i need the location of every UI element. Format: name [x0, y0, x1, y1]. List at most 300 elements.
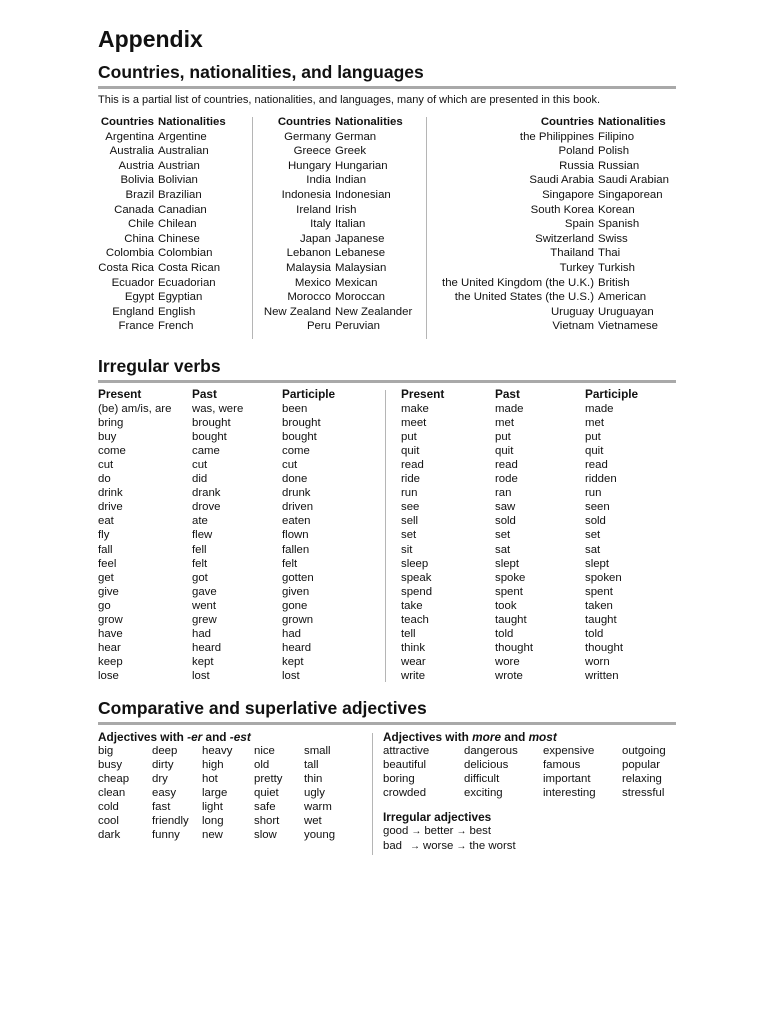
country-name: Italy	[310, 218, 331, 231]
verb-present: wear	[401, 655, 426, 668]
nationality-name: Costa Rican	[158, 261, 221, 274]
verb-past: sold	[495, 515, 516, 528]
verb-participle: set	[585, 529, 601, 542]
country-row	[255, 188, 425, 203]
verb-row	[98, 444, 382, 458]
verb-past: spent	[495, 585, 523, 598]
er-adjective-column	[254, 744, 304, 842]
adjective-word: thin	[304, 773, 323, 786]
verb-present: fall	[98, 543, 113, 556]
verb-present: cut	[98, 459, 114, 472]
country-row	[98, 144, 230, 159]
verb-row	[401, 627, 685, 641]
adjective-word: pretty	[254, 773, 283, 786]
verb-present: bring	[98, 417, 124, 430]
nationality-name: Lebanese	[335, 247, 386, 260]
verb-past: got	[192, 571, 208, 584]
verb-participle: met	[585, 417, 604, 430]
country-name: Indonesia	[281, 188, 331, 201]
arrow-icon: →	[456, 841, 467, 853]
country-name: Austria	[118, 159, 154, 172]
country-name: South Korea	[530, 203, 594, 216]
verb-past: ran	[495, 487, 512, 500]
irregular-superlative: the worst	[469, 840, 516, 853]
country-name: India	[306, 174, 331, 187]
nationality-name: Bolivian	[158, 174, 198, 187]
adjective-word: large	[202, 787, 228, 800]
nationalities-column-header: Nationalities	[158, 116, 226, 128]
verbs-table-left	[98, 387, 382, 683]
adjective-word: exciting	[464, 787, 503, 800]
nationality-name: German	[335, 130, 377, 143]
verb-participle: grown	[282, 613, 314, 626]
arrow-icon: →	[456, 826, 467, 838]
verb-row	[401, 557, 685, 571]
verb-past: came	[192, 445, 220, 458]
adjective-word: popular	[622, 759, 660, 772]
country-name: Lebanon	[286, 247, 331, 260]
adjective-word: long	[202, 815, 224, 828]
country-row	[255, 305, 425, 320]
verb-row	[401, 641, 685, 655]
verb-row	[401, 599, 685, 613]
er-adjectives	[98, 730, 368, 842]
country-name: China	[124, 232, 154, 245]
verb-present: write	[401, 669, 426, 682]
verb-past: flew	[192, 529, 213, 542]
country-name: New Zealand	[263, 305, 331, 318]
country-name: Egypt	[124, 291, 154, 304]
verb-participle: eaten	[282, 515, 311, 528]
verb-participle: sold	[585, 515, 606, 528]
verb-participle: sat	[585, 543, 601, 556]
country-name: Switzerland	[535, 232, 594, 245]
more-adjective-column	[383, 744, 464, 800]
country-row	[255, 246, 425, 261]
verb-past: spoke	[495, 571, 526, 584]
nationality-name: English	[158, 305, 196, 318]
country-name: Argentina	[105, 130, 154, 143]
verb-participle: quit	[585, 445, 604, 458]
countries-header-row	[428, 115, 678, 130]
verb-present: take	[401, 599, 423, 612]
irregular-comparative: better	[424, 825, 454, 838]
country-name: Japan	[299, 232, 331, 245]
verb-participle: ridden	[585, 473, 617, 486]
verb-past: slept	[495, 557, 520, 570]
adjective-word: nice	[254, 745, 275, 758]
verb-participle: lost	[282, 669, 300, 682]
country-name: the United States (the U.S.)	[454, 291, 594, 304]
adjective-word: important	[543, 773, 591, 786]
verb-participle: gotten	[282, 571, 314, 584]
verb-row	[98, 599, 382, 613]
countries-column-header: Countries	[100, 116, 154, 128]
verb-present: go	[98, 599, 111, 612]
country-row	[98, 305, 230, 320]
country-row	[98, 319, 230, 334]
adjective-word: stressful	[622, 787, 665, 800]
verb-present: (be) am/is, are	[98, 403, 172, 416]
countries-rule	[98, 86, 676, 89]
adjective-word: warm	[304, 801, 332, 814]
country-row	[98, 217, 230, 232]
country-row	[98, 246, 230, 261]
adjective-word: tall	[304, 759, 319, 772]
country-row	[428, 159, 678, 174]
verb-row	[98, 416, 382, 430]
nationalities-column-header: Nationalities	[335, 116, 403, 128]
nationality-name: Irish	[335, 203, 357, 216]
verb-participle: run	[585, 487, 602, 500]
verb-present: fly	[98, 529, 110, 542]
country-row	[428, 130, 678, 145]
verb-present: give	[98, 585, 119, 598]
more-adjective-column	[543, 744, 622, 800]
nationality-name: Indian	[335, 174, 367, 187]
nationality-name: Swiss	[598, 232, 628, 245]
adjective-word: ugly	[304, 787, 325, 800]
countries-intro: This is a partial list of countries, nationalities, and languages, many of which are presented in this book.	[98, 94, 600, 106]
verb-row	[401, 669, 685, 683]
countries-table-3	[428, 115, 678, 334]
countries-table-1	[98, 115, 230, 334]
nationality-name: Japanese	[335, 232, 385, 245]
verb-past: told	[495, 627, 514, 640]
verb-participle: put	[585, 431, 601, 444]
verb-present: make	[401, 403, 429, 416]
nationality-name: Canadian	[158, 203, 207, 216]
nationality-name: Thai	[598, 247, 621, 260]
adjective-word: delicious	[464, 759, 509, 772]
adjective-word: clean	[98, 787, 126, 800]
adjective-word: hot	[202, 773, 218, 786]
countries-heading: Countries, nationalities, and languages	[98, 62, 424, 82]
nationality-name: Peruvian	[335, 320, 380, 333]
verbs-divider	[385, 390, 386, 682]
nationality-name: Indonesian	[335, 188, 391, 201]
country-row	[428, 188, 678, 203]
country-row	[428, 276, 678, 291]
verb-present: come	[98, 445, 126, 458]
verb-participle: drunk	[282, 487, 311, 500]
verb-row	[98, 585, 382, 599]
verb-participle: read	[585, 459, 608, 472]
adjective-word: small	[304, 745, 331, 758]
verbs-column-header: Past	[495, 387, 520, 401]
nationalities-column-header: Nationalities	[598, 116, 666, 128]
country-name: England	[112, 305, 154, 318]
verb-row	[98, 669, 382, 683]
adjective-word: light	[202, 801, 223, 814]
verb-row	[98, 472, 382, 486]
country-name: Morocco	[287, 291, 331, 304]
verb-past: heard	[192, 641, 222, 654]
arrow-icon: →	[410, 841, 420, 853]
verb-past: read	[495, 459, 518, 472]
verb-participle: gone	[282, 599, 308, 612]
verb-past: went	[192, 599, 217, 612]
verbs-table-right	[401, 387, 685, 683]
page-title: Appendix	[98, 26, 203, 52]
adjective-word: dangerous	[464, 745, 518, 758]
verb-present: read	[401, 459, 424, 472]
adjective-word: crowded	[383, 787, 427, 800]
nationality-name: Australian	[158, 145, 209, 158]
nationality-name: French	[158, 320, 194, 333]
adjective-word: interesting	[543, 787, 596, 800]
verb-present: have	[98, 627, 123, 640]
verb-past: grew	[192, 613, 217, 626]
country-row	[98, 203, 230, 218]
country-name: Russia	[559, 159, 594, 172]
adjective-word: deep	[152, 745, 178, 758]
country-name: Ireland	[296, 203, 331, 216]
nationality-name: Turkish	[598, 261, 635, 274]
verb-row	[98, 655, 382, 669]
nationality-name: Chinese	[158, 232, 200, 245]
verb-row	[98, 543, 382, 557]
verb-participle: felt	[282, 557, 298, 570]
verb-past: cut	[192, 459, 208, 472]
verb-row	[401, 613, 685, 627]
verbs-column-header: Present	[401, 387, 445, 401]
verb-participle: worn	[585, 655, 610, 668]
verb-present: do	[98, 473, 111, 486]
country-name: France	[118, 320, 154, 333]
adjective-word: easy	[152, 787, 177, 800]
country-row	[98, 173, 230, 188]
nationality-name: Spanish	[598, 218, 640, 231]
verb-past: ate	[192, 515, 208, 528]
verb-row	[401, 500, 685, 514]
countries-header-row	[98, 115, 230, 130]
verb-participle: flown	[282, 529, 309, 542]
adjective-word: dry	[152, 773, 168, 786]
verb-present: quit	[401, 445, 420, 458]
countries-header-row	[255, 115, 425, 130]
adjective-word: difficult	[464, 773, 500, 786]
verbs-column-header: Past	[192, 387, 217, 401]
nationality-name: Polish	[598, 145, 630, 158]
more-adjectives	[383, 730, 683, 854]
verb-past: met	[495, 417, 514, 430]
more-adjective-column	[464, 744, 543, 800]
verb-past: drank	[192, 487, 221, 500]
adjective-word: expensive	[543, 745, 595, 758]
verb-row	[98, 514, 382, 528]
country-name: Saudi Arabia	[529, 174, 594, 187]
verb-present: spend	[401, 585, 433, 598]
adjective-word: slow	[254, 829, 277, 842]
verb-row	[98, 571, 382, 585]
verb-past: saw	[495, 501, 516, 514]
adjective-word: dark	[98, 829, 121, 842]
country-name: Peru	[306, 320, 331, 333]
verb-present: think	[401, 641, 426, 654]
verb-present: tell	[401, 627, 416, 640]
adjective-word: big	[98, 745, 114, 758]
country-name: Bolivia	[120, 174, 154, 187]
verb-present: speak	[401, 571, 432, 584]
country-name: Mexico	[294, 276, 331, 289]
er-adjective-column	[202, 744, 254, 842]
country-name: Greece	[293, 145, 331, 158]
verb-row	[401, 458, 685, 472]
verb-row	[98, 641, 382, 655]
verb-present: get	[98, 571, 114, 584]
adjective-word: young	[304, 829, 336, 842]
adjective-word: new	[202, 829, 223, 842]
country-row	[428, 203, 678, 218]
verb-participle: thought	[585, 641, 624, 654]
verbs-header-row	[401, 387, 685, 401]
verb-past: set	[495, 529, 511, 542]
verb-row	[401, 514, 685, 528]
verb-participle: taught	[585, 613, 617, 626]
countries-divider-2	[426, 117, 427, 339]
irregular-adjective-row	[383, 839, 683, 854]
nationality-name: Hungarian	[335, 159, 388, 172]
country-name: Colombia	[105, 247, 154, 260]
adjective-word: funny	[152, 829, 180, 842]
verb-present: sleep	[401, 557, 429, 570]
verb-row	[401, 571, 685, 585]
nationality-name: Mexican	[335, 276, 378, 289]
country-row	[255, 203, 425, 218]
country-name: Germany	[284, 130, 331, 143]
verb-present: set	[401, 529, 417, 542]
verb-present: run	[401, 487, 418, 500]
verb-participle: done	[282, 473, 308, 486]
adjectives-heading: Comparative and superlative adjectives	[98, 698, 427, 718]
verb-past: bought	[192, 431, 227, 444]
verb-participle: had	[282, 627, 302, 640]
nationality-name: Korean	[598, 203, 635, 216]
verb-past: quit	[495, 445, 514, 458]
verb-row	[401, 416, 685, 430]
verb-row	[401, 585, 685, 599]
verb-present: ride	[401, 473, 420, 486]
verb-participle: spent	[585, 585, 613, 598]
adjective-word: short	[254, 815, 280, 828]
adjective-word: attractive	[383, 745, 430, 758]
adjective-word: beautiful	[383, 759, 427, 772]
country-row	[255, 276, 425, 291]
arrow-icon: →	[411, 826, 422, 838]
countries-column-header: Countries	[540, 116, 594, 128]
verb-participle: given	[282, 585, 310, 598]
verb-row	[401, 472, 685, 486]
nationality-name: Russian	[598, 159, 640, 172]
nationality-name: Italian	[335, 218, 366, 231]
country-row	[255, 217, 425, 232]
nationality-name: New Zealander	[335, 305, 413, 318]
country-row	[98, 159, 230, 174]
country-name: Hungary	[287, 159, 331, 172]
verb-past: drove	[192, 501, 221, 514]
country-row	[428, 290, 678, 305]
verb-present: feel	[98, 557, 117, 570]
verb-present: sit	[401, 543, 413, 556]
er-adjective-column	[152, 744, 202, 842]
nationality-name: Moroccan	[335, 291, 386, 304]
country-name: Uruguay	[550, 305, 594, 318]
country-row	[98, 290, 230, 305]
nationality-name: Uruguayan	[598, 305, 654, 318]
verb-present: drive	[98, 501, 123, 514]
verb-past: made	[495, 403, 524, 416]
adjective-word: quiet	[254, 787, 279, 800]
verb-present: eat	[98, 515, 114, 528]
adjective-word: heavy	[202, 745, 233, 758]
country-row	[255, 261, 425, 276]
verb-participle: written	[585, 669, 619, 682]
nationality-name: Greek	[335, 145, 367, 158]
country-name: Canada	[114, 203, 154, 216]
country-name: Brazil	[125, 188, 154, 201]
verb-present: put	[401, 431, 417, 444]
adjectives-rule	[98, 722, 676, 725]
verb-participle: cut	[282, 459, 298, 472]
verb-past: lost	[192, 669, 210, 682]
verb-row	[98, 627, 382, 641]
country-row	[428, 305, 678, 320]
country-name: Singapore	[542, 188, 594, 201]
verb-past: had	[192, 627, 212, 640]
verb-present: lose	[98, 669, 119, 682]
country-name: Australia	[109, 145, 154, 158]
country-row	[255, 232, 425, 247]
countries-table-2	[255, 115, 425, 334]
country-row	[428, 261, 678, 276]
verb-participle: spoken	[585, 571, 622, 584]
verb-past: took	[495, 599, 517, 612]
verb-present: hear	[98, 641, 121, 654]
verb-row	[98, 430, 382, 444]
nationality-name: Vietnamese	[598, 320, 658, 333]
verb-participle: driven	[282, 501, 314, 514]
nationality-name: Filipino	[598, 130, 635, 143]
verb-past: felt	[192, 557, 208, 570]
adjective-word: relaxing	[622, 773, 662, 786]
verb-participle: fallen	[282, 543, 310, 556]
country-name: the Philippines	[519, 130, 594, 143]
verb-row	[401, 543, 685, 557]
irregular-adjectives-heading: Irregular adjectives	[383, 810, 492, 825]
nationality-name: Egyptian	[158, 291, 203, 304]
verb-row	[401, 444, 685, 458]
verb-participle: brought	[282, 417, 321, 430]
verb-past: thought	[495, 641, 534, 654]
verb-participle: heard	[282, 641, 312, 654]
country-row	[428, 246, 678, 261]
verb-participle: kept	[282, 655, 304, 668]
country-name: Poland	[558, 145, 594, 158]
verb-participle: slept	[585, 557, 610, 570]
country-row	[98, 130, 230, 145]
verb-present: keep	[98, 655, 123, 668]
verb-present: grow	[98, 613, 123, 626]
verb-present: teach	[401, 613, 429, 626]
verb-present: drink	[98, 487, 123, 500]
nationality-name: Chilean	[158, 218, 197, 231]
verb-past: sat	[495, 543, 511, 556]
verb-row	[98, 500, 382, 514]
verb-past: fell	[192, 543, 207, 556]
adjective-word: busy	[98, 759, 123, 772]
verb-row	[98, 458, 382, 472]
